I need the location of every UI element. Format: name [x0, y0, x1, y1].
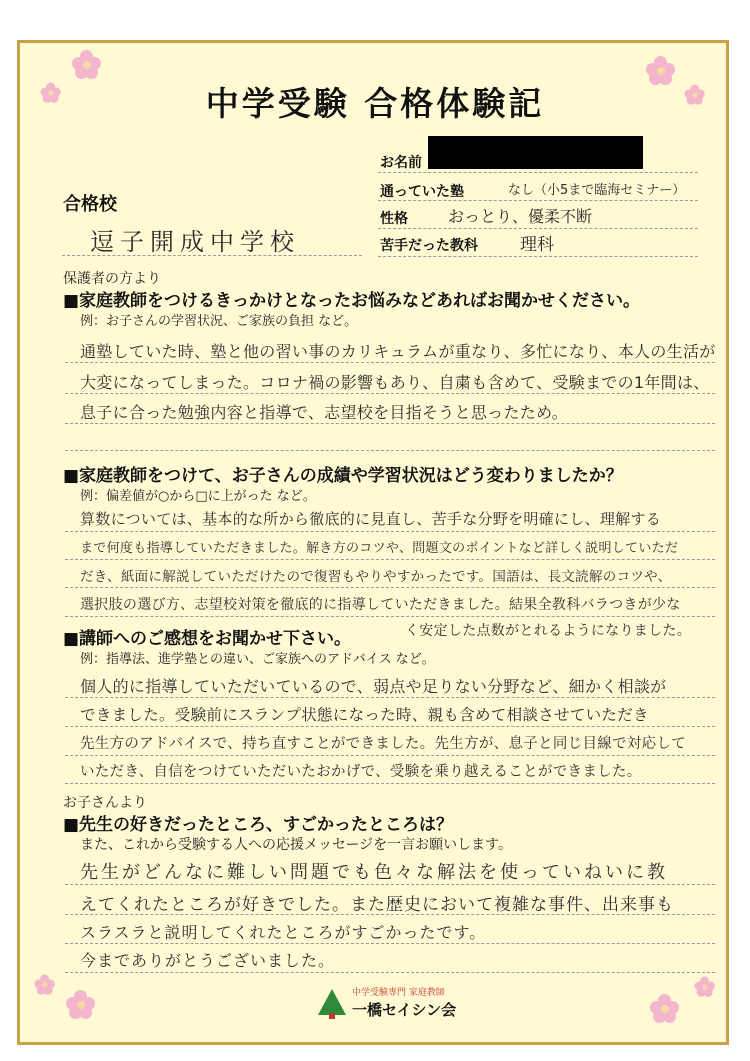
- divider: [62, 255, 362, 256]
- q1-answer-line: 息子に合った勉強内容と指導で、志望校を目指そうと思ったため。: [80, 403, 569, 422]
- logo-name: 一橋セイシン会: [352, 1001, 457, 1019]
- answer-line: [65, 943, 715, 944]
- weak-subject-label: 苦手だった教科: [380, 238, 478, 254]
- q1-example: 例：お子さんの学習状況、ご家族の負担 など。: [80, 314, 358, 329]
- cherry-blossom-icon: [695, 977, 716, 998]
- answer-line: [65, 914, 715, 915]
- q2-example: 例：偏差値が○から□に上がった など。: [80, 489, 316, 504]
- q2-answer-line: く安定した点数がとれるようになりました。: [405, 623, 691, 639]
- answer-line: [65, 423, 715, 424]
- tree-logo-icon: [318, 989, 346, 1015]
- q1-answer-line: 大変になってしまった。コロナ禍の影響もあり、自粛も含めて、受験までの1年間は、: [80, 373, 710, 392]
- q4-answer-line: スラスラと説明してくれたところがすごかったです。: [80, 923, 487, 942]
- q2-answer-line: 算数については、基本的な所から徹底的に見直し、苦手な分野を明確にし、理解する: [80, 510, 662, 528]
- answer-line: [65, 531, 715, 532]
- answer-line: [65, 755, 715, 756]
- answer-line: [65, 393, 715, 394]
- divider: [378, 228, 698, 229]
- q4-heading: ■先生の好きだったところ、すごかったところは？: [63, 815, 454, 835]
- company-logo: [318, 983, 458, 1021]
- personality-value: おっとり、優柔不断: [448, 207, 593, 226]
- page-title: 中学受験 合格体験記: [205, 84, 545, 123]
- q3-answer-line: できました。受験前にスランプ状態になった時、親も含めて相談させていただき: [80, 706, 649, 724]
- cherry-blossom-icon: [66, 990, 96, 1020]
- answer-line: [65, 783, 715, 784]
- divider: [378, 256, 698, 257]
- q1-heading: ■家庭教師をつけるきっかけとなったお悩みなどあればお聞かせください。: [63, 291, 641, 311]
- q3-answer-line: 先生方のアドバイスで、持ち直すことができました。先生方が、息子と同じ目線で対応して: [80, 736, 687, 752]
- juku-label: 通っていた塾: [380, 184, 464, 200]
- q3-example: 例：指導法、進学塾との違い、ご家族へのアドバイス など。: [80, 652, 435, 667]
- cherry-blossom-icon: [72, 50, 102, 80]
- cherry-blossom-icon: [35, 975, 56, 996]
- logo-tagline: 中学受験専門 家庭教師: [352, 988, 445, 998]
- q1-answer-line: 通塾していた時、塾と他の習い事のカリキュラムが重なり、多忙になり、本人の生活が: [80, 342, 716, 361]
- answer-line: [65, 362, 715, 363]
- answer-line: [65, 884, 715, 885]
- parents-header: 保護者の方より: [63, 271, 161, 287]
- answer-line: [65, 726, 715, 727]
- answer-line: [65, 559, 715, 560]
- cherry-blossom-icon: [650, 994, 680, 1024]
- child-header: お子さんより: [63, 795, 147, 811]
- q4-answer-line: 先生がどんなに難しい問題でも色々な解法を使っていねいに教: [80, 862, 668, 883]
- tree-trunk: [329, 1013, 335, 1019]
- answer-line: [65, 450, 715, 451]
- divider: [378, 172, 698, 173]
- redacted-name: [428, 136, 643, 169]
- school-label: 合格校: [63, 194, 117, 215]
- q3-answer-line: いただき、自信をつけていただいたおかげで、受験を乗り越えることができました。: [80, 764, 642, 780]
- answer-line: [65, 587, 715, 588]
- q3-answer-line: 個人的に指導していただいているので、弱点や足りない分野など、細かく相談が: [80, 677, 667, 696]
- weak-subject-value: 理科: [520, 235, 554, 255]
- q2-answer-line: まで何度も指導していただきました。解き方のコツや、問題文のポイントなど詳しく説明していただ: [80, 541, 679, 556]
- q4-subheading: また、これから受験する人への応援メッセージを一言お願いします。: [80, 837, 513, 853]
- q2-heading: ■家庭教師をつけて、お子さんの成績や学習状況はどう変わりましたか？: [63, 466, 623, 486]
- q2-answer-line: だき、紙面に解説していただけたので復習もやりやすかったです。国語は、長文読解のコツや、: [80, 569, 672, 585]
- q2-answer-line: 選択肢の選び方、志望校対策を徹底的に指導していただきました。結果全教科バラつきが少な: [80, 597, 681, 613]
- answer-line: [65, 616, 715, 617]
- q4-answer-line: えてくれたところが好きでした。また歴史において複雑な事件、出来事も: [80, 895, 674, 915]
- name-label: お名前: [380, 155, 422, 171]
- q4-answer-line: 今までありがとうございました。: [80, 951, 336, 970]
- divider: [378, 200, 698, 201]
- answer-line: [65, 697, 715, 698]
- answer-line: [65, 972, 715, 973]
- personality-label: 性格: [380, 211, 408, 227]
- school-value: 逗子開成中学校: [90, 228, 300, 256]
- q3-heading: ■講師へのご感想をお聞かせ下さい。: [63, 629, 352, 649]
- juku-value: なし（小5まで臨海セミナー）: [508, 183, 686, 198]
